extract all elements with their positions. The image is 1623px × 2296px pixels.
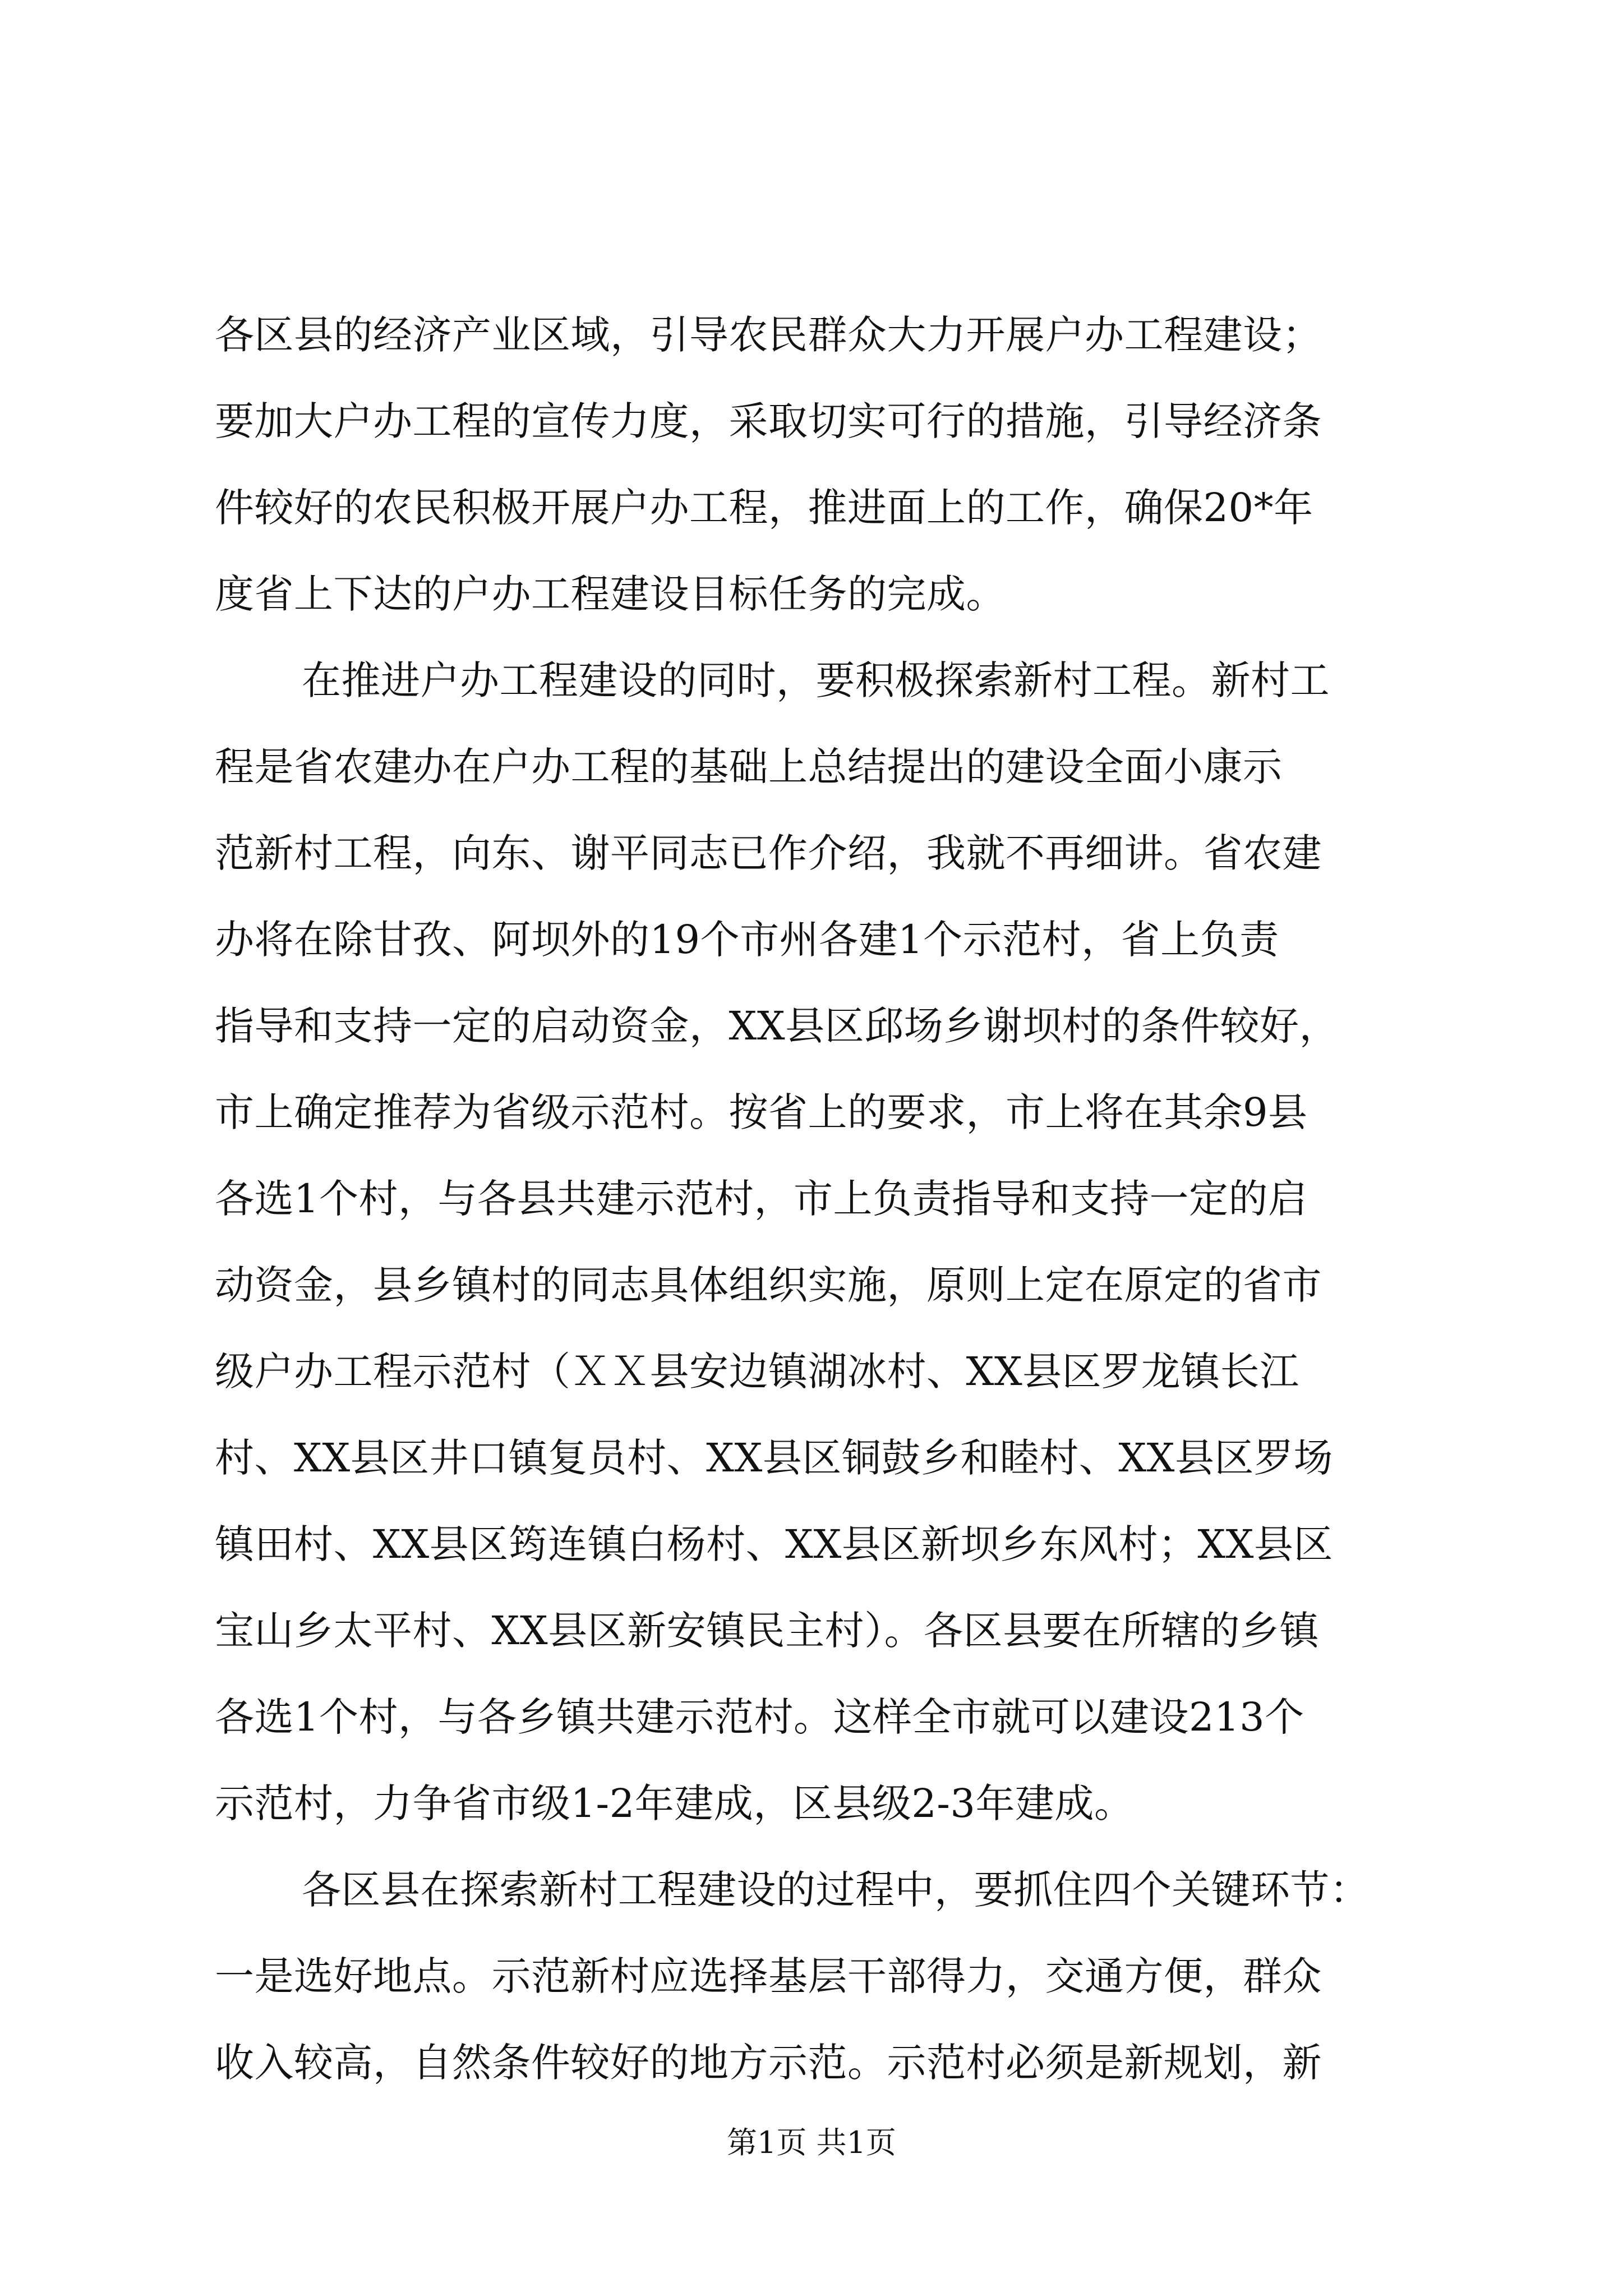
- text-line: 各选1个村，与各乡镇共建示范村。这样全市就可以建设213个: [215, 1694, 1304, 1740]
- text-line: 度省上下达的户办工程建设目标任务的完成。: [215, 571, 1006, 617]
- document-body: [215, 292, 1421, 2106]
- text-line: 镇田村、XX县区筠连镇白杨村、XX县区新坝乡东风村；XX县区: [215, 1521, 1334, 1567]
- text-line: 件较好的农民积极开展户办工程，推进面上的工作，确保20*年: [215, 485, 1313, 531]
- page-footer: 第1页 共1页: [727, 2125, 896, 2160]
- text-line: 范新村工程，向东、谢平同志已作介绍，我就不再细讲。省农建: [215, 830, 1322, 876]
- text-line: 市上确定推荐为省级示范村。按省上的要求，市上将在其余9县: [215, 1089, 1308, 1135]
- text-line: 村、XX县区井口镇复员村、XX县区铜鼓乡和睦村、XX县区罗场: [215, 1435, 1334, 1481]
- text-line: 收入较高，自然条件较好的地方示范。示范村必须是新规划，新: [215, 2040, 1322, 2086]
- text-line: 指导和支持一定的启动资金，XX县区邱场乡谢坝村的条件较好，: [215, 1003, 1339, 1049]
- text-line: 办将在除甘孜、阿坝外的19个市州各建1个示范村，省上负责: [215, 917, 1279, 963]
- text-line: 示范村，力争省市级1-2年建成，区县级2-3年建成。: [215, 1780, 1134, 1826]
- paragraph-start-line: 各区县在探索新村工程建设的过程中，要抓住四个关键环节：: [302, 1867, 1370, 1913]
- text-line: 程是省农建办在户办工程的基础上总结提出的建设全面小康示: [215, 744, 1283, 790]
- text-line: 要加大户办工程的宣传力度，采取切实可行的措施，引导经济条: [215, 398, 1322, 444]
- text-line: 宝山乡太平村、XX县区新安镇民主村）。各区县要在所辖的乡镇: [215, 1608, 1320, 1654]
- text-line: 动资金，县乡镇村的同志具体组织实施，原则上定在原定的省市: [215, 1262, 1322, 1308]
- paragraph-start-line: 在推进户办工程建设的同时，要积极探索新村工程。新村工: [302, 657, 1330, 703]
- text-line: 一是选好地点。示范新村应选择基层干部得力，交通方便，群众: [215, 1953, 1322, 1999]
- text-line: 级户办工程示范村（ＸＸ县安边镇湖冰村、XX县区罗龙镇长江: [215, 1349, 1299, 1395]
- text-line: 各区县的经济产业区域，引导农民群众大力开展户办工程建设；: [215, 312, 1322, 358]
- text-line: 各选1个村，与各县共建示范村，市上负责指导和支持一定的启: [215, 1176, 1308, 1222]
